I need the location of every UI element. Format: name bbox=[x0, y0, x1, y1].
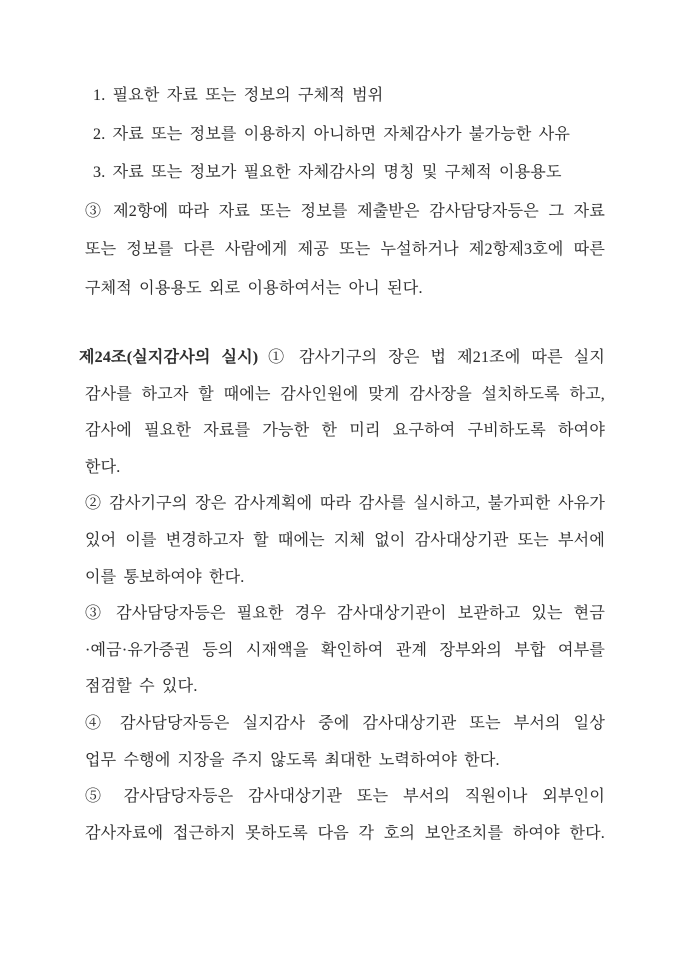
text-line: ③ 제2항에 따라 자료 또는 정보를 제출받은 감사담당자등은 그 자료 bbox=[85, 202, 605, 220]
text-line: 업무 수행에 지장을 주지 않도록 최대한 노력하여야 한다. bbox=[85, 751, 500, 769]
text-line: 점검할 수 있다. bbox=[85, 678, 198, 696]
text-line: 구체적 이용용도 외로 이용하여서는 아니 된다. bbox=[85, 279, 423, 297]
section-previous-article-tail bbox=[85, 77, 605, 308]
text-line: 2. 자료 또는 정보를 이용하지 아니하면 자체감사가 불가능한 사유 bbox=[93, 125, 571, 143]
text-line: ② 감사기구의 장은 감사계획에 따라 감사를 실시하고, 불가피한 사유가 bbox=[85, 495, 605, 513]
text-line: 감사자료에 접근하지 못하도록 다음 각 호의 보안조치를 하여야 한다. bbox=[85, 824, 605, 842]
text-line: 이를 통보하여야 한다. bbox=[85, 568, 245, 586]
text-line: ③ 감사담당자등은 필요한 경우 감사대상기관이 보관하고 있는 현금 bbox=[85, 605, 605, 623]
text-line: 있어 이를 변경하고자 할 때에는 지체 없이 감사대상기관 또는 부서에 bbox=[85, 531, 605, 549]
text-line: 감사를 하고자 할 때에는 감사인원에 맞게 감사장을 설치하도록 하고, bbox=[85, 385, 605, 403]
text-line: ④ 감사담당자등은 실지감사 중에 감사대상기관 또는 부서의 일상 bbox=[85, 714, 605, 732]
article-heading: 제24조(실지감사의 실시) bbox=[79, 349, 259, 366]
document-text bbox=[79, 77, 605, 852]
text-line: 1. 필요한 자료 또는 정보의 구체적 범위 bbox=[93, 87, 384, 104]
paragraph-gap bbox=[85, 308, 605, 340]
text-line: 3. 자료 또는 정보가 필요한 자체감사의 명칭 및 구체적 이용용도 bbox=[93, 164, 562, 181]
section-article-24 bbox=[79, 340, 605, 852]
text-line: ⑤ 감사담당자등은 감사대상기관 또는 부서의 직원이나 외부인이 bbox=[85, 788, 605, 806]
text-line: ·예금·유가증권 등의 시재액을 확인하여 관계 장부와의 부합 여부를 bbox=[85, 641, 605, 659]
article-heading-rest: ① 감사기구의 장은 법 제21조에 따른 실지 bbox=[264, 349, 605, 366]
text-line: 또는 정보를 다른 사람에게 제공 또는 누설하거나 제2항제3호에 따른 bbox=[85, 241, 605, 258]
text-line: 감사에 필요한 자료를 가능한 한 미리 요구하여 구비하도록 하여야 bbox=[85, 422, 605, 440]
text-line bbox=[79, 340, 605, 377]
text-line: 한다. bbox=[85, 458, 121, 476]
